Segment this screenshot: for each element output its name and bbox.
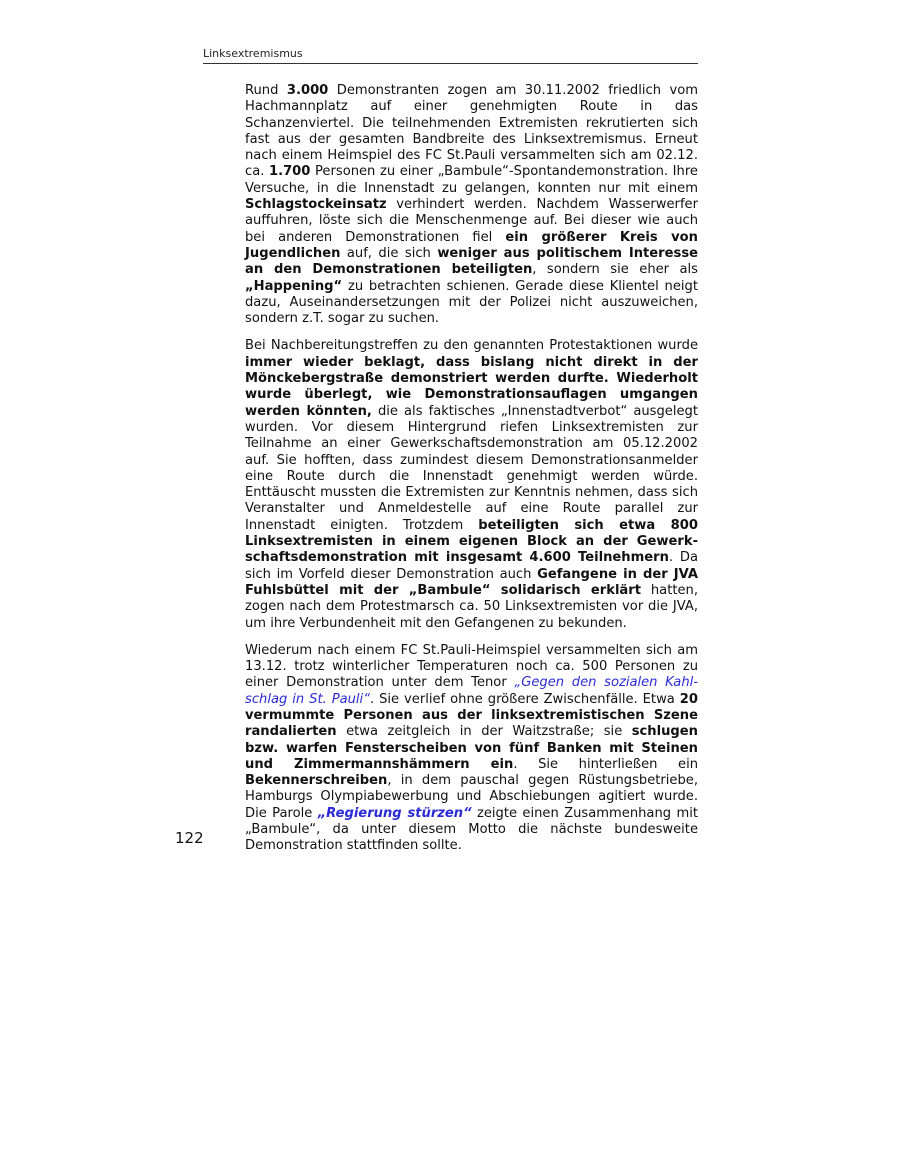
text-run: zu betrachten schienen. Gerade diese Klientel neigt dazu, Auseinandersetzungen mit der Polizei nicht auszuweichen, sondern z.T. sogar zu suchen.: [245, 278, 698, 327]
text-run: verhindert werden. Nachdem Wasserwerfer auffuhren, löste sich die Menschenmenge auf. Bei dieser wie auch bei anderen Demonstrationen fiel: [245, 197, 698, 245]
bold-phrase: weniger aus politischem Interesse an den Demonstrationen beteiligten: [245, 245, 698, 278]
bold-phrase: Gefangene in der JVA Fuhlsbüttel mit der „Bambule“ solidarisch erklärt: [245, 566, 698, 598]
bold-phrase: 1.700: [268, 164, 311, 180]
text-run: Bei Nachbereitungstreffen zu den genannten Protestaktionen wurde: [245, 338, 698, 354]
bold-phrase: 20 vermummte Personen aus der linksextremistischen Szene randalierten: [245, 691, 698, 740]
text-run: Personen zu einer „Bambule“-Spontandemonstration. Ihre Versuche, in die Innenstadt zu gelangen, konnten nur mit einem: [245, 164, 698, 196]
text-run: zeigte einen Zusammenhang mit „Bambule“, da unter diesem Motto die nächste bundesweite Demonstration stattfinden sollte.: [245, 805, 698, 854]
bold-phrase: schlugen bzw. warfen Fensterscheiben von fünf Banken mit Steinen und Zimmermannshämmern ein: [245, 724, 698, 772]
text-run: . Sie hinterließen ein: [513, 756, 699, 772]
running-header: [203, 42, 698, 64]
bold-phrase: immer wieder beklagt, dass bislang nicht direkt in der Mönckebergstraße demonstriert werden durfte. Wiederholt wurde überlegt, wie Demonstrationsauflagen umgangen werden könnten,: [245, 354, 698, 419]
bold-phrase: ein größerer Kreis von Jugendlichen: [245, 229, 698, 261]
paragraph-3: [245, 643, 698, 855]
text-run: . Sie verlief ohne größere Zwischenfälle. Etwa: [369, 691, 680, 707]
text-run: . Da sich im Vorfeld dieser Demonstration auch: [245, 550, 698, 582]
bold-phrase: beteiligten sich etwa 800 Linksextremisten in einem eigenen Block an der Gewerkschaftsdemonstration mit insgesamt 4.600 Teilnehmern: [245, 517, 699, 566]
bold-phrase: Schlagstockeinsatz: [245, 197, 387, 213]
italic-quote: „Gegen den sozialen Kahlschlag in St. Pauli“: [245, 675, 699, 707]
page-number: 122: [175, 829, 204, 847]
running-header-title: Linksextremismus: [203, 47, 303, 60]
text-run: hatten, zogen nach dem Protestmarsch ca. 50 Linksextremisten vor die JVA, um ihre Verbundenheit mit den Gefangenen zu bekunden.: [245, 582, 698, 631]
bold-italic-quote: „Regierung stürzen“: [317, 805, 472, 821]
text-run: , sondern sie eher als: [532, 262, 699, 278]
bold-phrase: 3.000: [286, 83, 329, 98]
body-text: [245, 83, 698, 866]
text-run: Rund: [245, 83, 287, 98]
text-run: Demonstranten zogen am 30.11.2002 friedlich vom Hachmannplatz auf einer genehmigten Route in das Schanzenviertel. Die teilnehmenden Extremisten rekrutierten sich fast aus der gesamten Bandbreite des Linksextremismus. Erneut nach einem Heimspiel des FC St.Pauli versammelten sich am 02.12. ca.: [245, 83, 698, 180]
bold-phrase: „Happening“: [245, 278, 343, 294]
text-run: etwa zeitgleich in der Waitzstraße; sie: [336, 724, 632, 740]
paragraph-1: [245, 83, 698, 327]
text-run: , in dem pauschal gegen Rüstungsbetriebe, Hamburgs Olympiabewerbung und Abschiebungen agitiert wurde. Die Parole: [245, 773, 698, 821]
text-run: auf, die sich: [340, 245, 438, 261]
paragraph-2: [245, 338, 698, 631]
text-run: die als faktisches „Innenstadtverbot“ ausgelegt wurden. Vor diesem Hintergrund riefen Linksextremisten zur Teilnahme an einer Gewerkschaftsdemonstration am 05.12.2002 auf. Sie hofften, dass zumindest diesem Demonstrationsanmelder eine Route durch die Innenstadt genehmigt werden würde. Enttäuscht mussten die Extremisten zur Kenntnis nehmen, dass sich Veranstalter und Anmeldestelle auf eine Route parallel zur Innenstadt einigten. Trotzdem: [245, 403, 698, 533]
bold-phrase: Bekennerschreiben: [245, 773, 388, 789]
text-run: Wiederum nach einem FC St.Pauli-Heimspiel versammelten sich am 13.12. trotz winterlicher Temperaturen noch ca. 500 Personen zu einer Demonstration unter dem Tenor: [245, 642, 698, 691]
